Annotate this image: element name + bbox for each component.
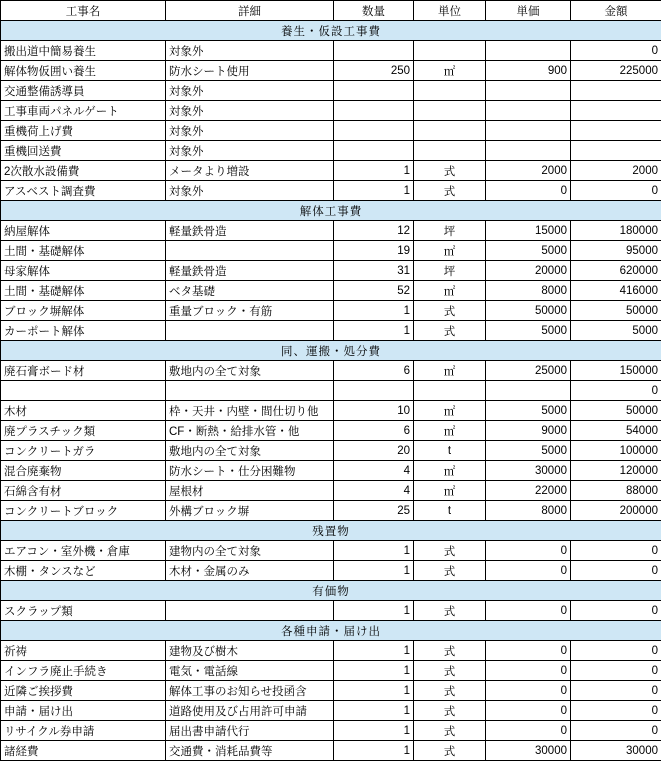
cell-detail: 対象外 [166, 121, 334, 141]
cell-name: コンクリートガラ [1, 441, 166, 461]
cell-unit [414, 381, 486, 401]
cell-amount: 50000 [571, 401, 661, 421]
cell-name: ブロック塀解体 [1, 301, 166, 321]
cell-quantity [334, 81, 414, 101]
cell-unit: 式 [414, 541, 486, 561]
cell-amount: 200000 [571, 501, 661, 521]
cell-amount [571, 121, 661, 141]
cell-unit: t [414, 441, 486, 461]
cell-detail: 防水シート・仕分困難物 [166, 461, 334, 481]
cell-name: 工事車両パネルゲート [1, 101, 166, 121]
cell-detail: 重量ブロック・有筋 [166, 301, 334, 321]
cell-name: 木材 [1, 401, 166, 421]
cell-unit-price: 30000 [486, 461, 571, 481]
cell-quantity: 1 [334, 681, 414, 701]
cell-unit-price [486, 381, 571, 401]
cell-quantity: 1 [334, 701, 414, 721]
cell-detail [166, 381, 334, 401]
cell-unit-price: 50000 [486, 301, 571, 321]
cell-quantity: 1 [334, 301, 414, 321]
cell-unit: 式 [414, 161, 486, 181]
cell-detail: 敷地内の全て対象 [166, 361, 334, 381]
column-header-detail: 詳細 [166, 1, 334, 21]
cell-quantity [334, 41, 414, 61]
cell-detail: 道路使用及び占用許可申請 [166, 701, 334, 721]
cell-amount: 416000 [571, 281, 661, 301]
cell-unit: ㎡ [414, 481, 486, 501]
section-header-row [1, 621, 661, 641]
cell-unit-price: 9000 [486, 421, 571, 441]
cell-detail [166, 241, 334, 261]
table-row [1, 561, 661, 581]
cell-unit [414, 141, 486, 161]
cell-name: 土間・基礎解体 [1, 281, 166, 301]
cell-name: 木棚・タンスなど [1, 561, 166, 581]
section-title: 解体工事費 [1, 201, 661, 221]
section-title: 養生・仮設工事費 [1, 21, 661, 41]
cell-quantity [334, 121, 414, 141]
cell-detail: 対象外 [166, 81, 334, 101]
cell-name: カーポート解体 [1, 321, 166, 341]
table-row [1, 701, 661, 721]
cell-unit: 式 [414, 321, 486, 341]
cell-detail: メータより増設 [166, 161, 334, 181]
cell-quantity: 4 [334, 481, 414, 501]
cell-unit: ㎡ [414, 361, 486, 381]
cell-amount [571, 81, 661, 101]
cell-unit: 式 [414, 561, 486, 581]
cell-unit-price: 5000 [486, 321, 571, 341]
table-row [1, 361, 661, 381]
table-row [1, 461, 661, 481]
cell-quantity [334, 141, 414, 161]
section-header-row [1, 341, 661, 361]
cell-name: アスベスト調査費 [1, 181, 166, 201]
section-title: 同、運搬・処分費 [1, 341, 661, 361]
cell-unit: t [414, 501, 486, 521]
column-header-unit: 単位 [414, 1, 486, 21]
cell-amount: 50000 [571, 301, 661, 321]
cell-quantity: 20 [334, 441, 414, 461]
cell-name: インフラ廃止手続き [1, 661, 166, 681]
cell-unit: ㎡ [414, 281, 486, 301]
column-header-name: 工事名 [1, 1, 166, 21]
cell-unit: 式 [414, 601, 486, 621]
cell-unit: 坪 [414, 221, 486, 241]
section-header-row [1, 581, 661, 601]
cell-unit-price: 900 [486, 61, 571, 81]
cell-quantity: 1 [334, 561, 414, 581]
cell-amount: 150000 [571, 361, 661, 381]
cell-quantity: 1 [334, 181, 414, 201]
table-body [1, 1, 661, 761]
cell-quantity: 1 [334, 321, 414, 341]
cell-unit-price: 0 [486, 541, 571, 561]
cell-detail: 敷地内の全て対象 [166, 441, 334, 461]
cell-unit: 式 [414, 301, 486, 321]
cell-unit-price: 0 [486, 681, 571, 701]
cell-detail: 対象外 [166, 181, 334, 201]
cell-name: リサイクル券申請 [1, 721, 166, 741]
cell-unit: 式 [414, 681, 486, 701]
table-row [1, 321, 661, 341]
cell-quantity [334, 381, 414, 401]
cell-unit: ㎡ [414, 401, 486, 421]
cell-name: スクラップ類 [1, 601, 166, 621]
cell-quantity: 1 [334, 161, 414, 181]
cell-detail: 防水シート使用 [166, 61, 334, 81]
table-row [1, 501, 661, 521]
table-row [1, 741, 661, 761]
cell-unit: 式 [414, 661, 486, 681]
cell-name: 廃プラスチック類 [1, 421, 166, 441]
cell-detail: 対象外 [166, 41, 334, 61]
section-header-row [1, 201, 661, 221]
cell-name: 重機回送費 [1, 141, 166, 161]
cell-unit-price [486, 41, 571, 61]
cell-quantity: 1 [334, 641, 414, 661]
table-row [1, 721, 661, 741]
cell-unit: 式 [414, 741, 486, 761]
cell-name: エアコン・室外機・倉庫 [1, 541, 166, 561]
cell-quantity: 1 [334, 721, 414, 741]
cell-name: 廃石膏ボード材 [1, 361, 166, 381]
cell-name: 祈祷 [1, 641, 166, 661]
cell-unit: 式 [414, 701, 486, 721]
cell-detail: 屋根材 [166, 481, 334, 501]
cell-name: 解体物仮囲い養生 [1, 61, 166, 81]
cell-quantity: 1 [334, 541, 414, 561]
cell-unit-price: 8000 [486, 281, 571, 301]
cell-unit-price [486, 141, 571, 161]
cell-amount: 120000 [571, 461, 661, 481]
cell-amount: 54000 [571, 421, 661, 441]
table-row [1, 681, 661, 701]
table-row [1, 441, 661, 461]
cell-unit: 坪 [414, 261, 486, 281]
cell-unit: ㎡ [414, 61, 486, 81]
cell-amount: 0 [571, 661, 661, 681]
cell-name: 納屋解体 [1, 221, 166, 241]
cell-name [1, 381, 166, 401]
table-row [1, 101, 661, 121]
table-row [1, 541, 661, 561]
cell-detail: 枠・天井・内壁・間仕切り他 [166, 401, 334, 421]
column-header-price: 単価 [486, 1, 571, 21]
cell-detail [166, 601, 334, 621]
cell-amount: 0 [571, 681, 661, 701]
table-row [1, 61, 661, 81]
cell-detail: 木材・金属のみ [166, 561, 334, 581]
cell-detail: 届出書申請代行 [166, 721, 334, 741]
cell-unit-price: 0 [486, 721, 571, 741]
table-row [1, 121, 661, 141]
cell-unit-price: 0 [486, 701, 571, 721]
cell-unit-price: 5000 [486, 401, 571, 421]
table-row [1, 281, 661, 301]
cell-quantity: 1 [334, 661, 414, 681]
table-row [1, 421, 661, 441]
cell-amount: 0 [571, 561, 661, 581]
cell-amount: 0 [571, 41, 661, 61]
cell-unit-price: 0 [486, 641, 571, 661]
cell-detail: 軽量鉄骨造 [166, 261, 334, 281]
cell-unit-price [486, 81, 571, 101]
cell-amount: 95000 [571, 241, 661, 261]
cell-quantity: 10 [334, 401, 414, 421]
cell-unit-price: 0 [486, 601, 571, 621]
cell-name: 申請・届け出 [1, 701, 166, 721]
cell-quantity: 1 [334, 601, 414, 621]
cell-amount [571, 101, 661, 121]
cell-detail: CF・断熱・給排水管・他 [166, 421, 334, 441]
section-title: 残置物 [1, 521, 661, 541]
cell-unit: ㎡ [414, 241, 486, 261]
cell-unit-price: 22000 [486, 481, 571, 501]
table-row [1, 641, 661, 661]
cell-detail: 解体工事のお知らせ投函含 [166, 681, 334, 701]
cell-name: 交通整備誘導員 [1, 81, 166, 101]
cell-name: 土間・基礎解体 [1, 241, 166, 261]
cell-detail: 電気・電話線 [166, 661, 334, 681]
section-header-row [1, 521, 661, 541]
table-row [1, 261, 661, 281]
cell-amount [571, 141, 661, 161]
cell-amount: 0 [571, 721, 661, 741]
cell-detail: ベタ基礎 [166, 281, 334, 301]
cell-quantity: 1 [334, 741, 414, 761]
table-row [1, 181, 661, 201]
cell-amount: 0 [571, 381, 661, 401]
cell-amount: 0 [571, 541, 661, 561]
cell-unit [414, 41, 486, 61]
table-row [1, 141, 661, 161]
section-title: 各種申請・届け出 [1, 621, 661, 641]
cell-quantity: 4 [334, 461, 414, 481]
cell-unit: 式 [414, 181, 486, 201]
cell-amount: 100000 [571, 441, 661, 461]
cell-name: コンクリートブロック [1, 501, 166, 521]
cell-unit-price: 0 [486, 661, 571, 681]
cell-unit: 式 [414, 641, 486, 661]
cell-name: 石綿含有材 [1, 481, 166, 501]
table-row [1, 81, 661, 101]
cell-amount: 0 [571, 601, 661, 621]
cell-quantity: 6 [334, 361, 414, 381]
cell-name: 搬出道中簡易養生 [1, 41, 166, 61]
cell-amount: 0 [571, 181, 661, 201]
section-title: 有価物 [1, 581, 661, 601]
cell-quantity: 25 [334, 501, 414, 521]
cell-unit-price [486, 101, 571, 121]
cell-amount: 88000 [571, 481, 661, 501]
column-header-amount: 金額 [571, 1, 661, 21]
cell-detail [166, 321, 334, 341]
table-row [1, 401, 661, 421]
cell-unit-price: 15000 [486, 221, 571, 241]
cell-amount: 225000 [571, 61, 661, 81]
cell-amount: 0 [571, 701, 661, 721]
cell-unit-price [486, 121, 571, 141]
cell-name: 重機荷上げ費 [1, 121, 166, 141]
cell-quantity: 250 [334, 61, 414, 81]
table-row [1, 221, 661, 241]
cell-amount: 5000 [571, 321, 661, 341]
cell-quantity: 52 [334, 281, 414, 301]
table-row [1, 301, 661, 321]
cell-unit: ㎡ [414, 421, 486, 441]
cell-name: 母家解体 [1, 261, 166, 281]
cell-detail: 交通費・消耗品費等 [166, 741, 334, 761]
cell-unit-price: 30000 [486, 741, 571, 761]
cell-detail: 外構ブロック塀 [166, 501, 334, 521]
cell-amount: 620000 [571, 261, 661, 281]
cell-quantity: 31 [334, 261, 414, 281]
cell-name: 諸経費 [1, 741, 166, 761]
table-row [1, 601, 661, 621]
column-header-qty: 数量 [334, 1, 414, 21]
cell-quantity: 12 [334, 221, 414, 241]
cell-detail: 建物内の全て対象 [166, 541, 334, 561]
cell-name: 近隣ご挨拶費 [1, 681, 166, 701]
cell-name: 2次散水設備費 [1, 161, 166, 181]
table-row [1, 161, 661, 181]
cell-unit-price: 8000 [486, 501, 571, 521]
table-row [1, 381, 661, 401]
cell-detail: 対象外 [166, 101, 334, 121]
cell-unit [414, 81, 486, 101]
cell-detail: 建物及び樹木 [166, 641, 334, 661]
cell-detail: 対象外 [166, 141, 334, 161]
table-row [1, 41, 661, 61]
cell-unit-price: 0 [486, 181, 571, 201]
table-header-row [1, 1, 661, 21]
cell-name: 混合廃棄物 [1, 461, 166, 481]
cell-unit-price: 20000 [486, 261, 571, 281]
cell-unit [414, 121, 486, 141]
cell-quantity: 19 [334, 241, 414, 261]
cell-amount: 180000 [571, 221, 661, 241]
cell-unit-price: 0 [486, 561, 571, 581]
cell-unit-price: 2000 [486, 161, 571, 181]
cell-unit-price: 5000 [486, 241, 571, 261]
table-row [1, 661, 661, 681]
cell-unit: ㎡ [414, 461, 486, 481]
cell-unit: 式 [414, 721, 486, 741]
cell-unit [414, 101, 486, 121]
cell-amount: 0 [571, 641, 661, 661]
cell-detail: 軽量鉄骨造 [166, 221, 334, 241]
table-row [1, 481, 661, 501]
table-row [1, 241, 661, 261]
cell-unit-price: 5000 [486, 441, 571, 461]
cell-quantity: 6 [334, 421, 414, 441]
cell-amount: 30000 [571, 741, 661, 761]
cell-amount: 2000 [571, 161, 661, 181]
cell-unit-price: 25000 [486, 361, 571, 381]
section-header-row [1, 21, 661, 41]
cell-quantity [334, 101, 414, 121]
